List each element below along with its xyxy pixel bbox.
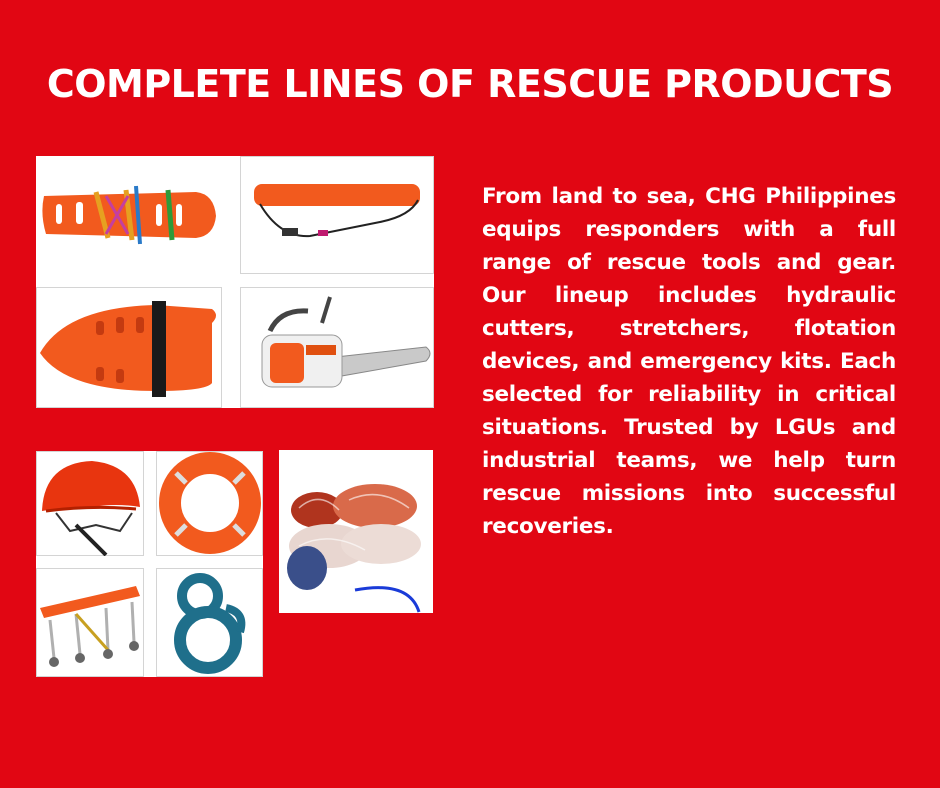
- ambulance-stretcher-icon: [36, 568, 144, 677]
- page-title: COMPLETE LINES OF RESCUE PRODUCTS: [46, 62, 894, 106]
- figure-eight-descender-icon: [156, 568, 263, 677]
- top-product-panel: [36, 156, 434, 408]
- chainsaw-icon: [240, 287, 434, 408]
- bottom-left-product-panel: [36, 451, 263, 677]
- rescue-helmet-icon: [36, 451, 144, 556]
- rescue-ropes-icon: [279, 450, 433, 613]
- description-text: From land to sea, CHG Philippines equips responders with a full range of rescue tools and gear. Our lineup includes hydraulic cutters, stretchers, flotation devices, and emergency kits. Each selected for reliability in critical situations. Trusted by LGUs and industrial teams, we help turn rescue missions into successful recoveries.: [482, 184, 896, 539]
- spine-board-stretcher-icon: [36, 156, 234, 279]
- rescue-tube-icon: [240, 156, 434, 274]
- rescue-can-buoy-icon: [36, 287, 222, 408]
- ring-buoy-icon: [156, 451, 263, 556]
